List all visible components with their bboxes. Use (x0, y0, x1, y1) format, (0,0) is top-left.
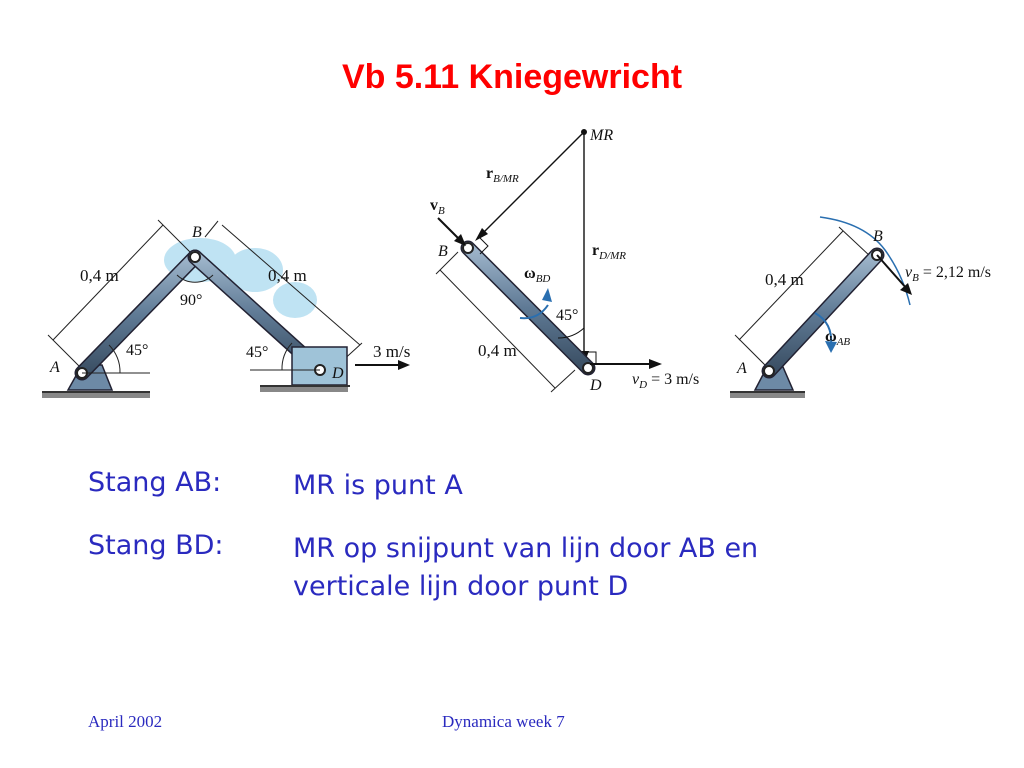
slider-guide (260, 387, 348, 392)
dimension-line (839, 227, 871, 257)
label-b: B (873, 228, 883, 245)
pin-a (764, 366, 774, 376)
rotating-link-figure (725, 205, 1020, 405)
angle-a: 45° (126, 342, 149, 359)
angle-b: 90° (180, 292, 203, 309)
length-label: 0,4 m (765, 270, 804, 289)
r-d-mr-label: $r_{D/MR}$ (592, 242, 626, 262)
length-bd: 0,4 m (268, 266, 307, 285)
label-b: B (438, 243, 448, 260)
r-b-mr-vector (478, 132, 584, 238)
velocity-label: 3 m/s (373, 342, 411, 361)
v-d-label: $v_D = 3$ m/s (632, 371, 700, 391)
r-b-mr-label: $r_{B/MR}$ (486, 165, 519, 185)
angle-label: 45° (556, 307, 579, 324)
dimension-line (205, 221, 218, 237)
label-a: A (737, 360, 747, 377)
joint-highlight (273, 282, 317, 318)
length-ab: 0,4 m (80, 266, 119, 285)
velocity-arrow (398, 360, 410, 370)
row-text: MR is punt A (293, 470, 463, 501)
row-text: MR op snijpunt van lijn door AB en verticale lijn door punt D (293, 533, 759, 602)
label-a: A (50, 359, 60, 376)
row-label: Stang BD: (88, 530, 224, 561)
omega-bd-label: $\omega_{BD}$ (524, 265, 551, 285)
label-d: D (332, 365, 344, 382)
footer-course: Dynamica week 7 (442, 712, 565, 731)
dimension-line (551, 370, 575, 392)
label-mr: MR (590, 127, 614, 144)
omega-ab-label: $\omega_{AB}$ (825, 328, 851, 348)
pin-b (190, 252, 200, 262)
label-d: D (590, 377, 602, 394)
omega-arc (542, 288, 552, 302)
ground-hatch (42, 393, 150, 398)
v-b-label: $v_B$ (430, 197, 445, 217)
ground-hatch (730, 393, 805, 398)
v-d-arrowhead (649, 359, 662, 369)
knee-joint-figure (40, 215, 420, 405)
angle-d: 45° (246, 344, 269, 361)
row-label: Stang AB: (88, 467, 222, 498)
label-b: B (192, 224, 202, 241)
instantaneous-center-figure (420, 120, 720, 405)
length-label: 0,4 m (478, 341, 517, 360)
footer-date: April 2002 (88, 712, 163, 731)
slide-title: Vb 5.11 Kniegewricht (341, 58, 683, 96)
v-b-label: $v_B = 2,12$ m/s (905, 264, 991, 284)
